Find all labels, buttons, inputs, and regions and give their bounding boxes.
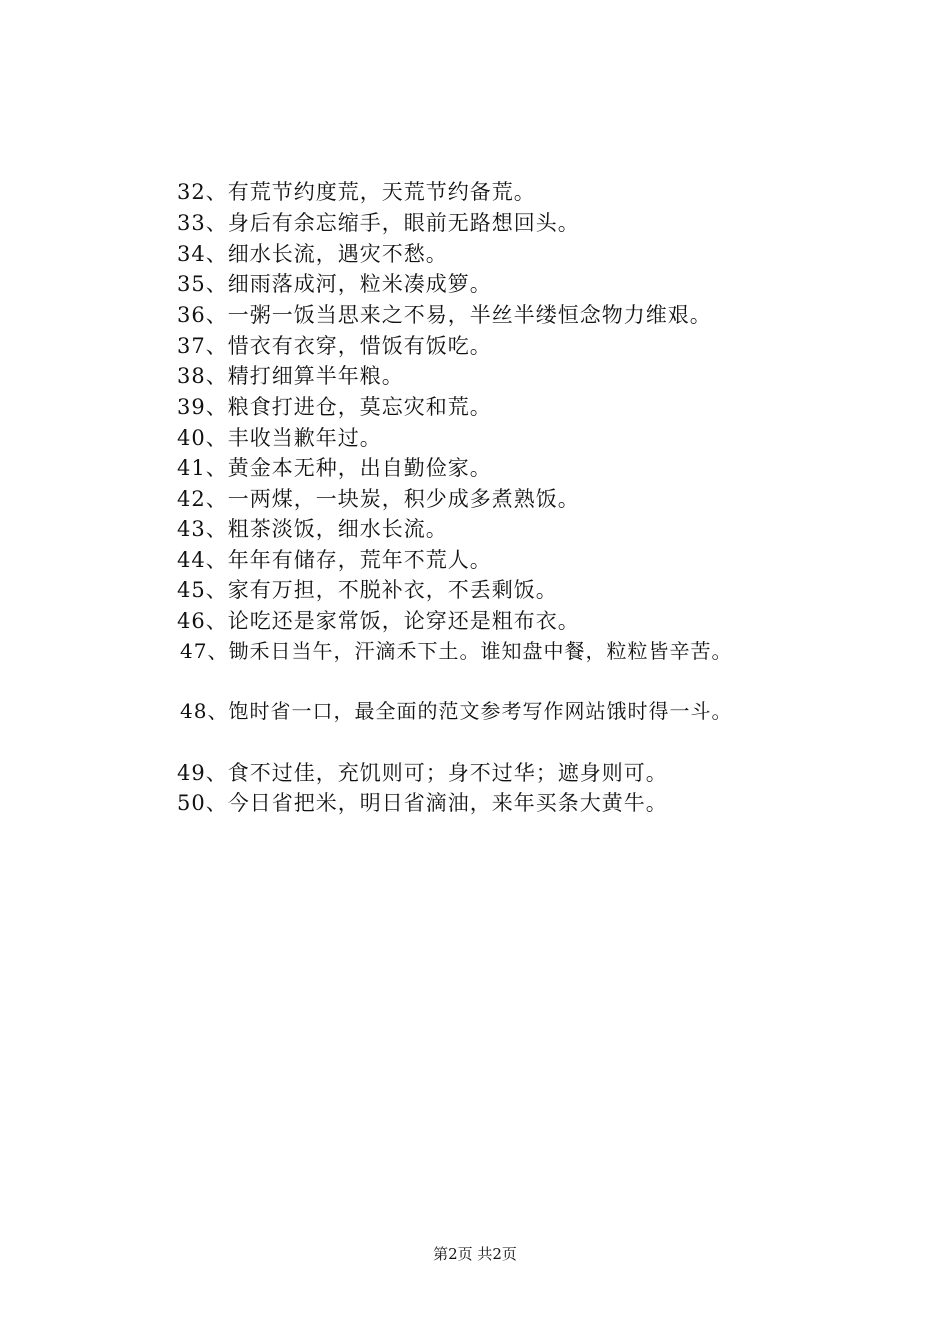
proverb-line-32: 32、有荒节约度荒，天荒节约备荒。	[177, 180, 536, 204]
proverb-line-33: 33、身后有余忘缩手，眼前无路想回头。	[177, 211, 580, 235]
proverb-line-44: 44、年年有储存，荒年不荒人。	[177, 548, 492, 572]
proverb-line-50: 50、今日省把米，明日省滴油，来年买条大黄牛。	[177, 791, 668, 815]
proverb-line-34: 34、细水长流，遇灾不愁。	[177, 242, 448, 266]
proverb-line-42: 42、一两煤，一块炭，积少成多煮熟饭。	[177, 487, 580, 511]
proverb-line-49: 49、食不过佳，充饥则可；身不过华；遮身则可。	[177, 761, 668, 785]
proverb-line-48: 48、饱时省一口，最全面的范文参考写作网站饿时得一斗。	[180, 699, 733, 723]
proverb-line-47: 47、锄禾日当午，汗滴禾下土。谁知盘中餐，粒粒皆辛苦。	[180, 639, 733, 663]
proverb-line-36: 36、一粥一饭当思来之不易，半丝半缕恒念物力维艰。	[177, 303, 712, 327]
proverb-line-40: 40、丰收当歉年过。	[177, 426, 382, 450]
proverb-line-37: 37、惜衣有衣穿，惜饭有饭吃。	[177, 334, 492, 358]
proverb-line-43: 43、粗茶淡饭，细水长流。	[177, 517, 448, 541]
proverb-line-45: 45、家有万担，不脱补衣，不丢剩饭。	[177, 578, 558, 602]
proverb-line-39: 39、粮食打进仓，莫忘灾和荒。	[177, 395, 492, 419]
proverb-line-46: 46、论吃还是家常饭，论穿还是粗布衣。	[177, 609, 580, 633]
proverb-line-38: 38、精打细算半年粮。	[177, 364, 404, 388]
proverb-line-35: 35、细雨落成河，粒米凑成箩。	[177, 272, 492, 296]
proverb-line-41: 41、黄金本无种，出自勤俭家。	[177, 456, 492, 480]
page-number-footer: 第2页 共2页	[433, 1245, 517, 1263]
